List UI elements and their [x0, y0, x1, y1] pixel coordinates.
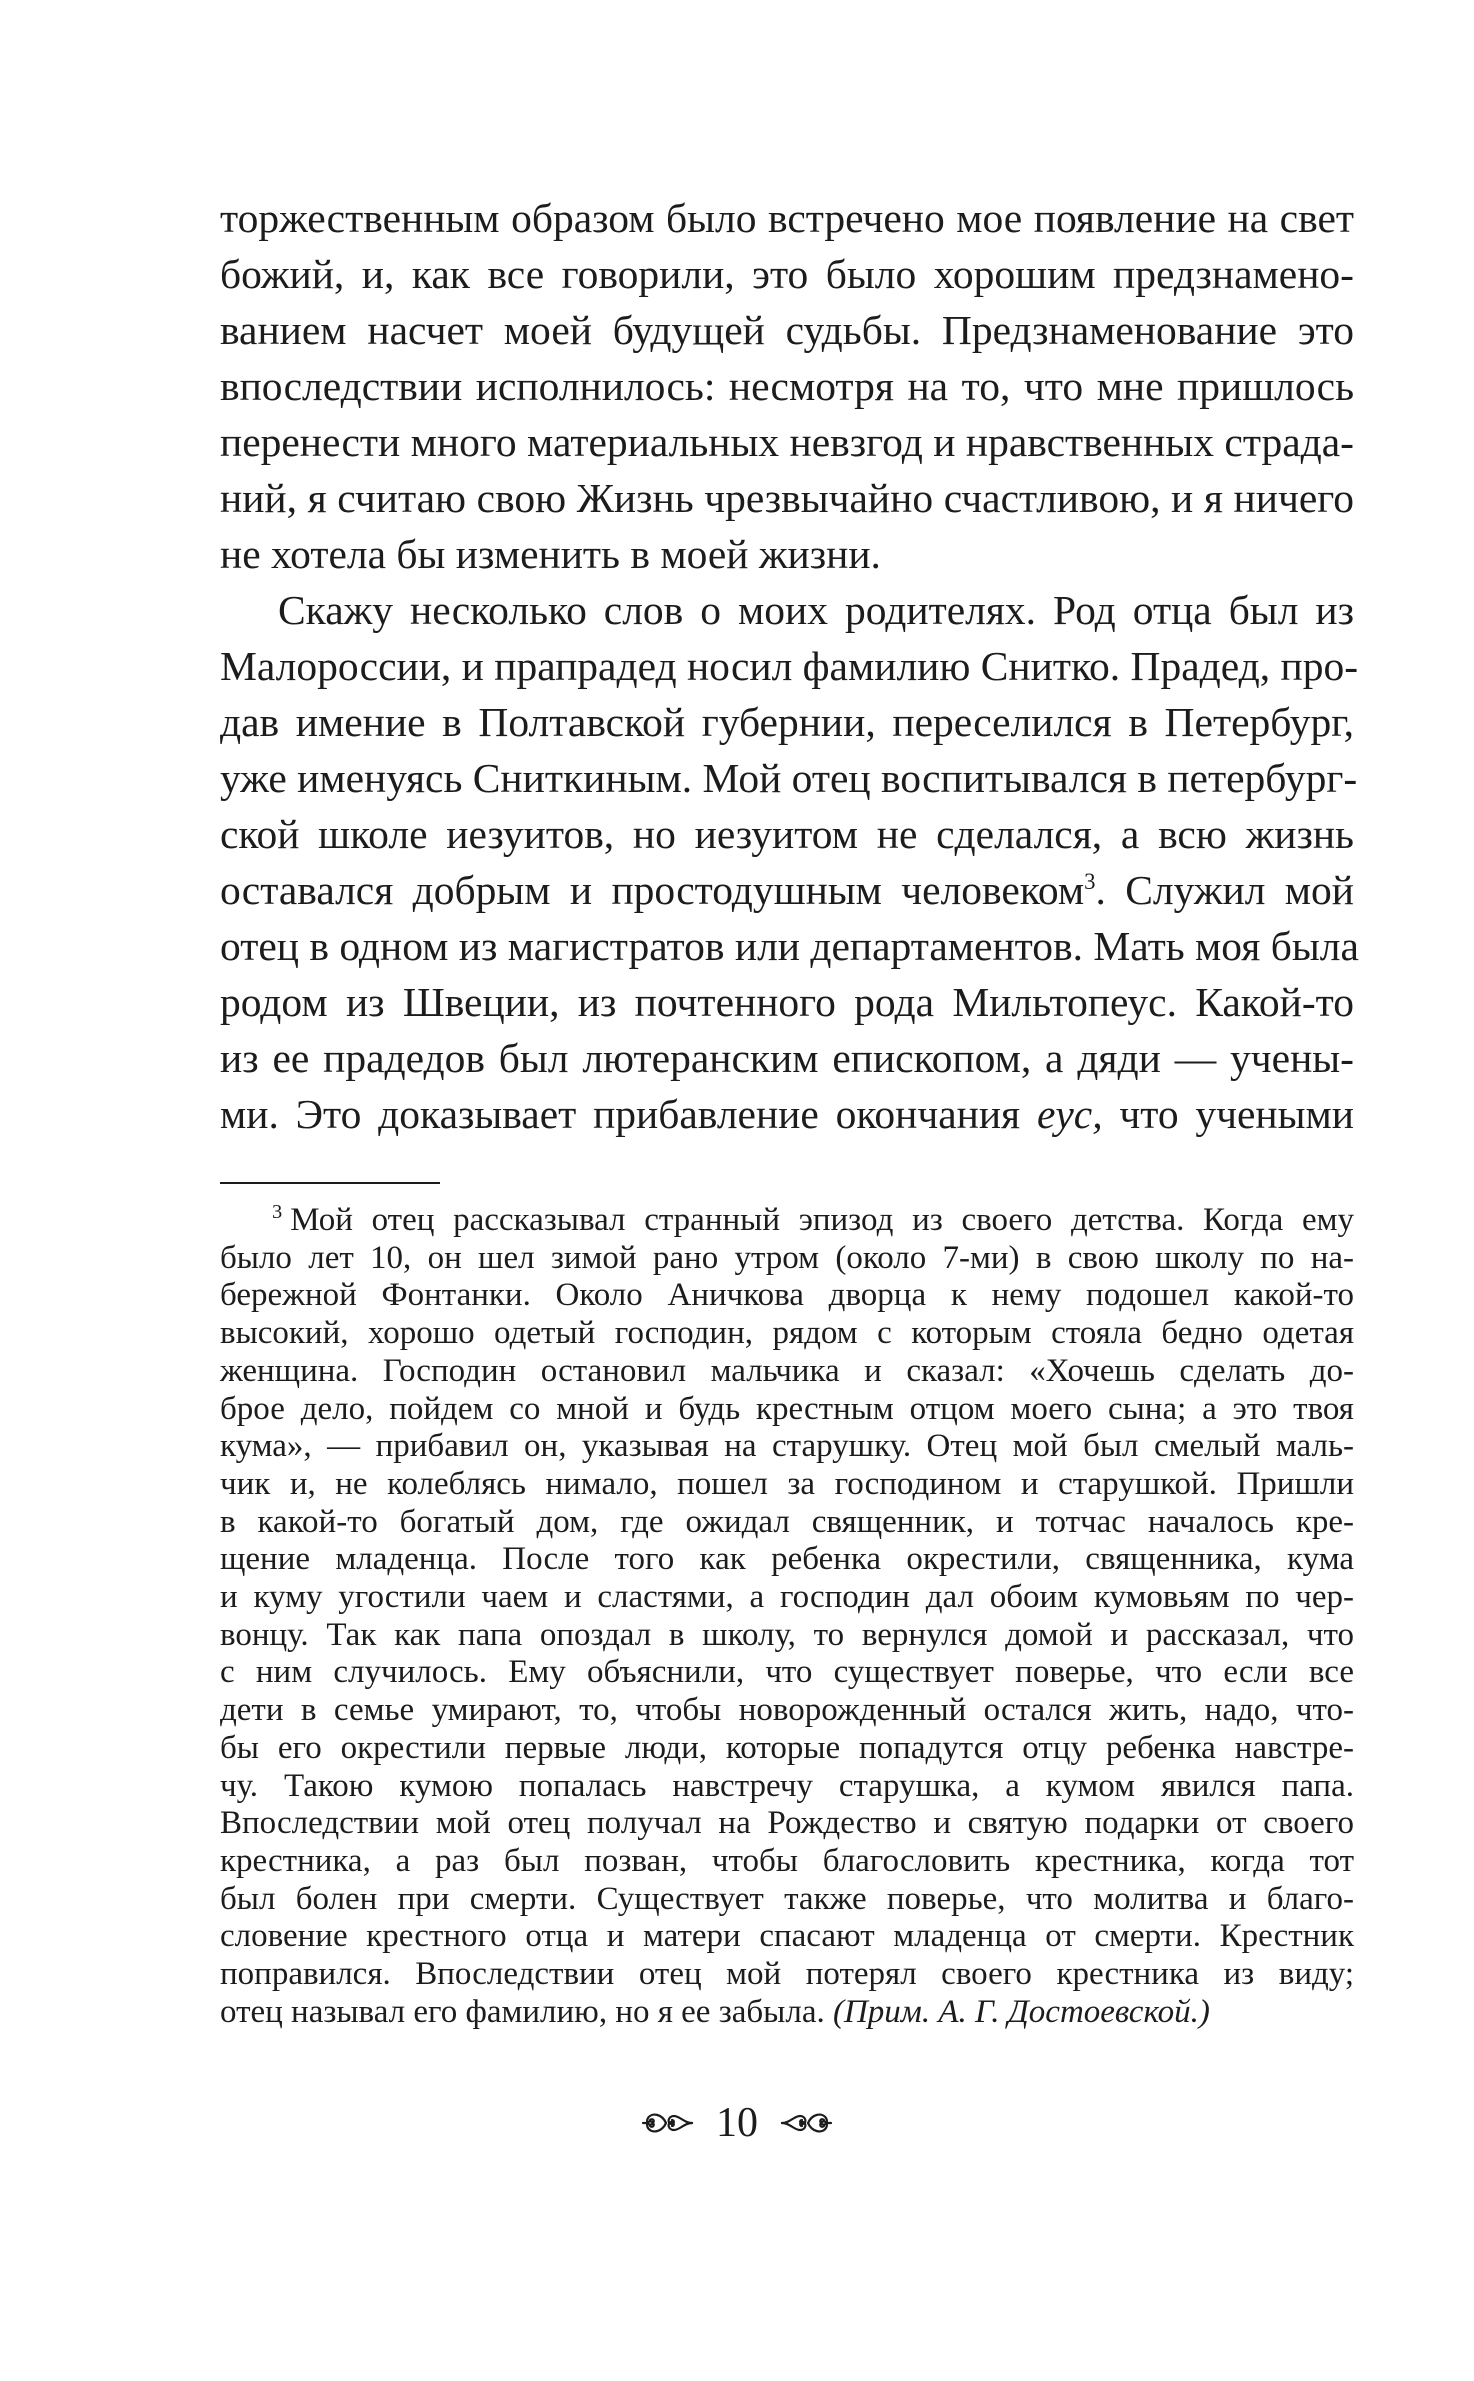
text-line: торжественным образом было встречено мое появление на свет — [220, 195, 1354, 241]
footnote-line: чик и, не колеблясь нимало, пошел за господином и старушкой. Пришли — [220, 1465, 1354, 1502]
footnote-line: дети в семье умирают, то, чтобы новорожденный остался жить, надо, что- — [220, 1692, 1354, 1729]
text-line: родом из Швеции, из почтенного рода Мильтопеус. Какой-то — [220, 979, 1354, 1025]
text-line: Скажу несколько слов о моих родителях. Род отца был из — [278, 587, 1354, 633]
footnote-line: в какой-то богатый дом, где ожидал священник, и тотчас началось кре- — [220, 1503, 1354, 1540]
paragraph-2 — [220, 582, 1359, 1142]
text-line: божий, и, как все говорили, это было хорошим предзнамено- — [220, 251, 1354, 297]
footnote-line: щение младенца. После того как ребенка окрестили, священника, кума — [220, 1541, 1354, 1578]
page-footer — [0, 2098, 1474, 2148]
text-line: дав имение в Полтавской губернии, переселился в Петербург, — [220, 699, 1354, 745]
text-segment: что учеными — [1102, 1091, 1354, 1137]
footnote-line — [220, 1994, 1354, 2032]
footnote-line: было лет 10, он шел зимой рано утром (около 7-ми) в свою школу по на- — [220, 1239, 1354, 1276]
footnote-divider — [220, 1182, 440, 1184]
flourish-left-icon — [640, 2106, 694, 2140]
footnote-line: бы его окрестили первые люди, которые попадутся отцу ребенка навстре- — [220, 1729, 1354, 1766]
footnote-line: брое дело, пойдем со мной и будь крестным отцом моего сына; а это твоя — [220, 1390, 1354, 1427]
text-line: отец в одном из магистратов или департаментов. Мать моя была — [220, 923, 1359, 969]
footnote-line: вонцу. Так как папа опоздал в школу, то вернулся домой и рассказал, что — [220, 1616, 1354, 1653]
footnote-line — [220, 1202, 1354, 1240]
text-segment: ми. Это доказывает прибавление окончания — [220, 1091, 1037, 1137]
italic-text: еус, — [1036, 1091, 1103, 1137]
flourish-right-icon — [780, 2106, 834, 2140]
footnote-line: Впоследствии мой отец получал на Рождество и святую подарки от своего — [220, 1805, 1354, 1842]
footnote-line: чу. Такою кумою попалась навстречу старушка, а кумом явился папа. — [220, 1767, 1354, 1804]
footnote-line: крестника, а раз был позван, чтобы благословить крестника, когда тот — [220, 1842, 1354, 1879]
footnote-reference[interactable]: 3 — [1084, 869, 1096, 895]
text-line: из ее прадедов был лютеранским епископом, а дяди — учены- — [220, 1035, 1354, 1081]
text-segment: Мой отец рассказывал странный эпизод из своего детства. Когда ему — [290, 1202, 1354, 1238]
text-segment: отец называл его фамилию, но я ее забыла. — [220, 1993, 833, 2030]
text-line: перенести много материальных невзгод и нравственных страда- — [220, 419, 1354, 465]
main-text — [220, 190, 1359, 1142]
footnote — [220, 1202, 1354, 2031]
footnote-line: поправился. Впоследствии отец мой потерял своего крестника из виду; — [220, 1956, 1354, 1993]
editor-note: (Прим. А. Г. Достоевской.) — [832, 1993, 1210, 2030]
footnote-line: и куму угостили чаем и сластями, а господин дал обоим кумовьям по чер- — [220, 1579, 1354, 1616]
footnote-line: словение крестного отца и матери спасают младенца от смерти. Крестник — [220, 1918, 1354, 1955]
text-line: Малороссии, и прапрадед носил фамилию Снитко. Прадед, про- — [220, 643, 1359, 689]
text-line: ний, я считаю свою Жизнь чрезвычайно счастливою, и я ничего — [220, 475, 1354, 521]
text-segment: оставался добрым и простодушным человеком — [220, 867, 1085, 913]
footnote-line: высокий, хорошо одетый господин, рядом с которым стояла бедно одетая — [220, 1315, 1354, 1352]
footnote-line: был болен при смерти. Существует также поверье, что молитва и благо- — [220, 1880, 1354, 1917]
text-line — [220, 862, 1354, 918]
footnote-line: кума», — прибавил он, указывая на старушку. Отец мой был смелый маль- — [220, 1428, 1354, 1465]
text-line: ванием насчет моей будущей судьбы. Предзнаменование это — [220, 307, 1354, 353]
book-page — [220, 190, 1359, 2031]
footnote-marker: 3 — [272, 1201, 283, 1223]
text-segment: . Служил мой — [1095, 867, 1354, 913]
footnote-line: бережной Фонтанки. Около Аничкова дворца к нему подошел какой-то — [220, 1277, 1354, 1314]
text-line: уже именуясь Сниткиным. Мой отец воспитывался в петербург- — [220, 755, 1358, 801]
text-line: не хотела бы изменить в моей жизни. — [220, 531, 881, 577]
text-line: ской школе иезуитов, но иезуитом не сделался, а всю жизнь — [220, 811, 1354, 857]
footnote-line: с ним случилось. Ему объяснили, что существует поверье, что если все — [220, 1654, 1354, 1691]
footnote-line: женщина. Господин остановил мальчика и сказал: «Хочешь сделать до- — [220, 1352, 1354, 1389]
text-line: впоследствии исполнилось: несмотря на то, что мне пришлось — [220, 363, 1354, 409]
page-number: 10 — [716, 2100, 758, 2146]
paragraph-1 — [220, 190, 1354, 582]
text-line — [220, 1086, 1354, 1142]
